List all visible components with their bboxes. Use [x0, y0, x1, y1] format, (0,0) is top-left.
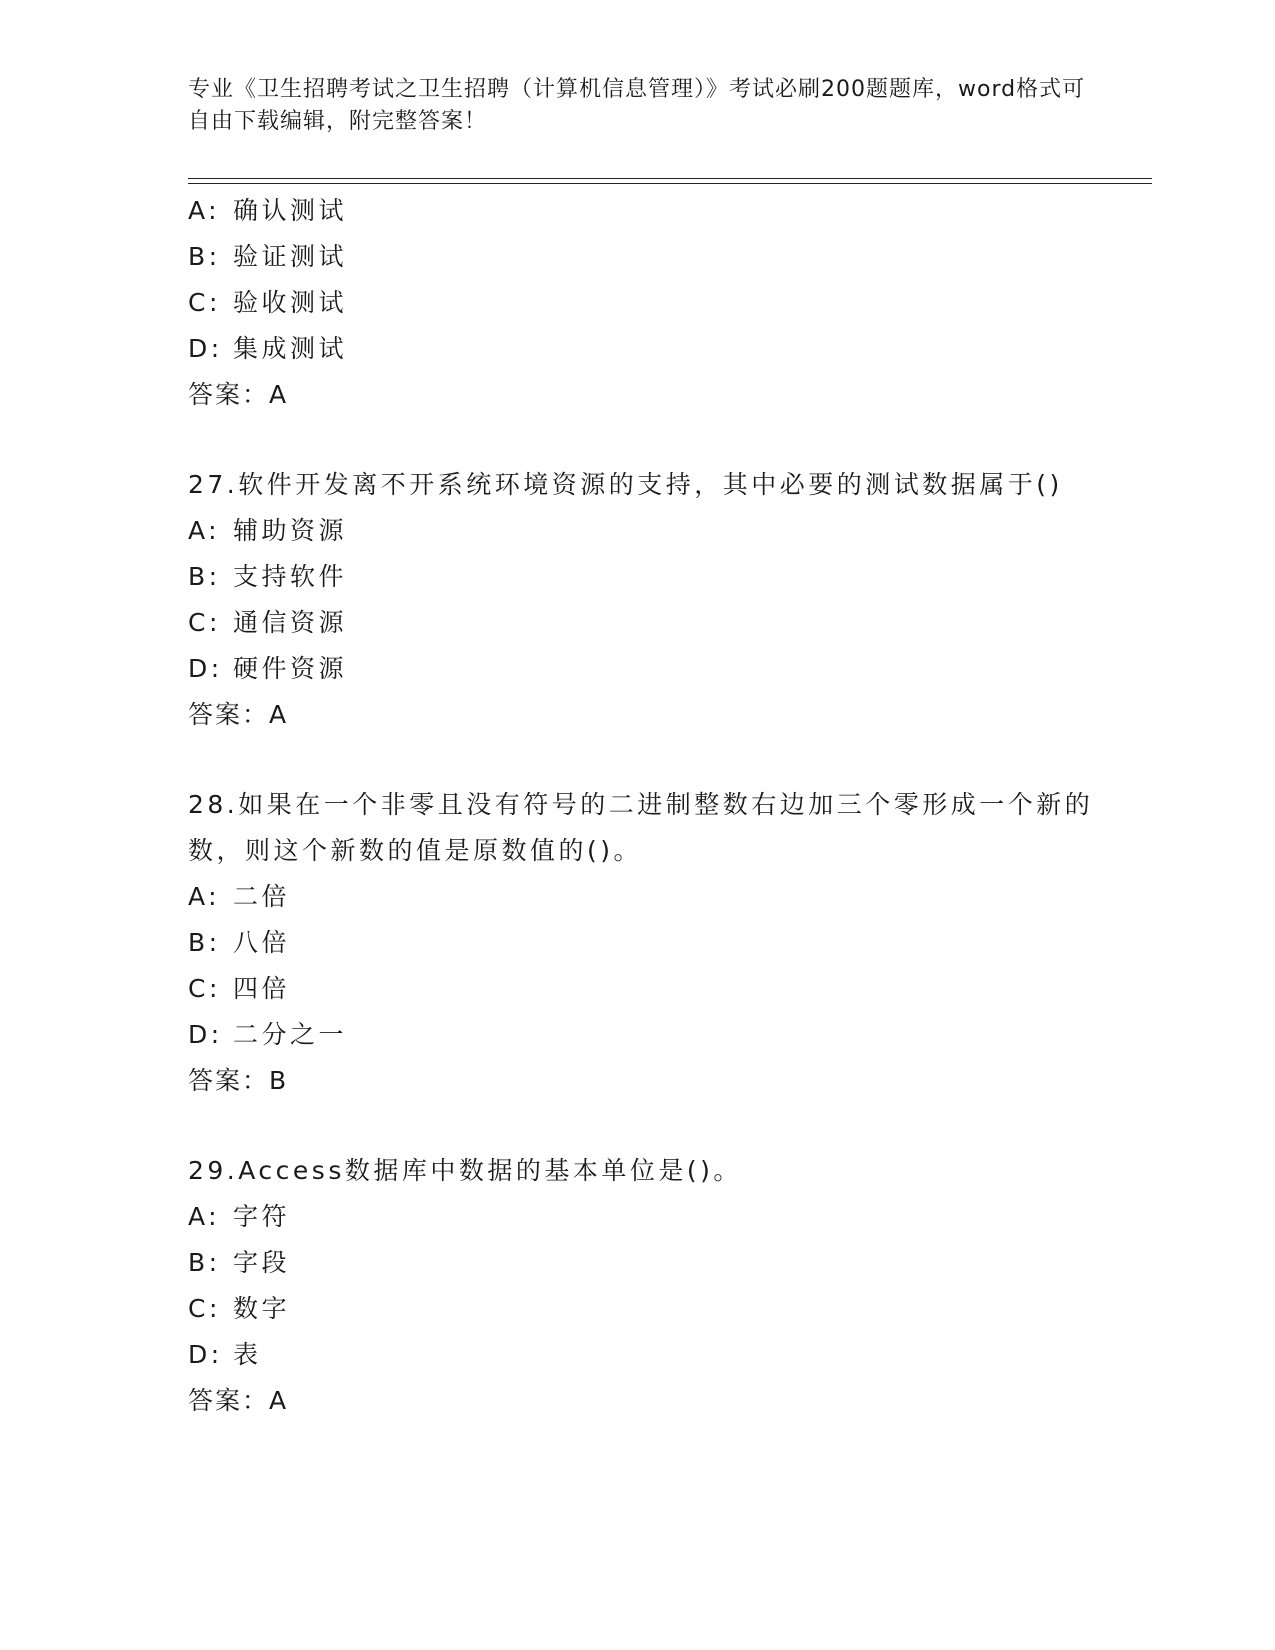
option-label: C: — [188, 974, 221, 1003]
option-text: 数字 — [233, 1294, 291, 1323]
question-spacer — [188, 418, 1128, 462]
option-label: B: — [188, 562, 221, 591]
option-label: B: — [188, 242, 221, 271]
header-divider-top — [188, 178, 1152, 179]
option-text: 硬件资源 — [233, 654, 348, 683]
option-text: 通信资源 — [233, 608, 348, 637]
option-label: A: — [188, 516, 221, 545]
option-label: D: — [188, 1020, 223, 1049]
option-text: 确认测试 — [233, 196, 348, 225]
option-b — [188, 554, 1128, 600]
answer-value: A — [269, 1386, 289, 1415]
question-list — [188, 188, 1128, 1424]
option-label: D: — [188, 654, 223, 683]
answer-line — [188, 692, 1128, 738]
option-label: B: — [188, 1248, 221, 1277]
option-d — [188, 646, 1128, 692]
option-text: 验证测试 — [233, 242, 348, 271]
option-label: A: — [188, 196, 221, 225]
option-text: 二倍 — [233, 882, 291, 911]
option-label: C: — [188, 288, 221, 317]
question-block — [188, 1148, 1128, 1424]
option-text: 字符 — [233, 1202, 291, 1231]
question-stem: 28.如果在一个非零且没有符号的二进制整数右边加三个零形成一个新的数，则这个新数的值是原数值的()。 — [188, 790, 1094, 865]
option-text: 八倍 — [233, 928, 291, 957]
option-label: D: — [188, 334, 223, 363]
option-b — [188, 234, 1128, 280]
option-a — [188, 874, 1128, 920]
answer-line — [188, 1378, 1128, 1424]
answer-value: A — [269, 700, 289, 729]
document-header: 专业《卫生招聘考试之卫生招聘（计算机信息管理）》考试必刷200题题库，word格式可自由下载编辑，附完整答案！ — [188, 77, 1086, 134]
question-block — [188, 782, 1128, 1104]
question-block — [188, 188, 1128, 418]
answer-label: 答案： — [188, 1386, 270, 1415]
option-c — [188, 600, 1128, 646]
question-stem: 29.Access数据库中数据的基本单位是()。 — [188, 1156, 742, 1185]
header-divider-bottom — [188, 183, 1152, 184]
option-label: A: — [188, 1202, 221, 1231]
option-d — [188, 1012, 1128, 1058]
question-block — [188, 462, 1128, 738]
option-a — [188, 1194, 1128, 1240]
option-text: 验收测试 — [233, 288, 348, 317]
answer-label: 答案： — [188, 1066, 270, 1095]
option-label: D: — [188, 1340, 223, 1369]
option-c — [188, 966, 1128, 1012]
option-a — [188, 188, 1128, 234]
option-d — [188, 326, 1128, 372]
question-stem: 27.软件开发离不开系统环境资源的支持，其中必要的测试数据属于() — [188, 470, 1063, 499]
option-text: 四倍 — [233, 974, 291, 1003]
option-label: C: — [188, 608, 221, 637]
question-spacer — [188, 1104, 1128, 1148]
answer-value: B — [269, 1066, 289, 1095]
option-b — [188, 920, 1128, 966]
option-text: 表 — [233, 1340, 262, 1369]
option-text: 集成测试 — [233, 334, 348, 363]
option-c — [188, 1286, 1128, 1332]
option-label: B: — [188, 928, 221, 957]
option-text: 二分之一 — [233, 1020, 348, 1049]
option-label: A: — [188, 882, 221, 911]
answer-line — [188, 1058, 1128, 1104]
answer-value: A — [269, 380, 289, 409]
option-text: 辅助资源 — [233, 516, 348, 545]
answer-label: 答案： — [188, 700, 270, 729]
option-label: C: — [188, 1294, 221, 1323]
option-a — [188, 508, 1128, 554]
answer-line — [188, 372, 1128, 418]
option-c — [188, 280, 1128, 326]
question-spacer — [188, 738, 1128, 782]
option-b — [188, 1240, 1128, 1286]
option-d — [188, 1332, 1128, 1378]
option-text: 字段 — [233, 1248, 291, 1277]
answer-label: 答案： — [188, 380, 270, 409]
option-text: 支持软件 — [233, 562, 348, 591]
